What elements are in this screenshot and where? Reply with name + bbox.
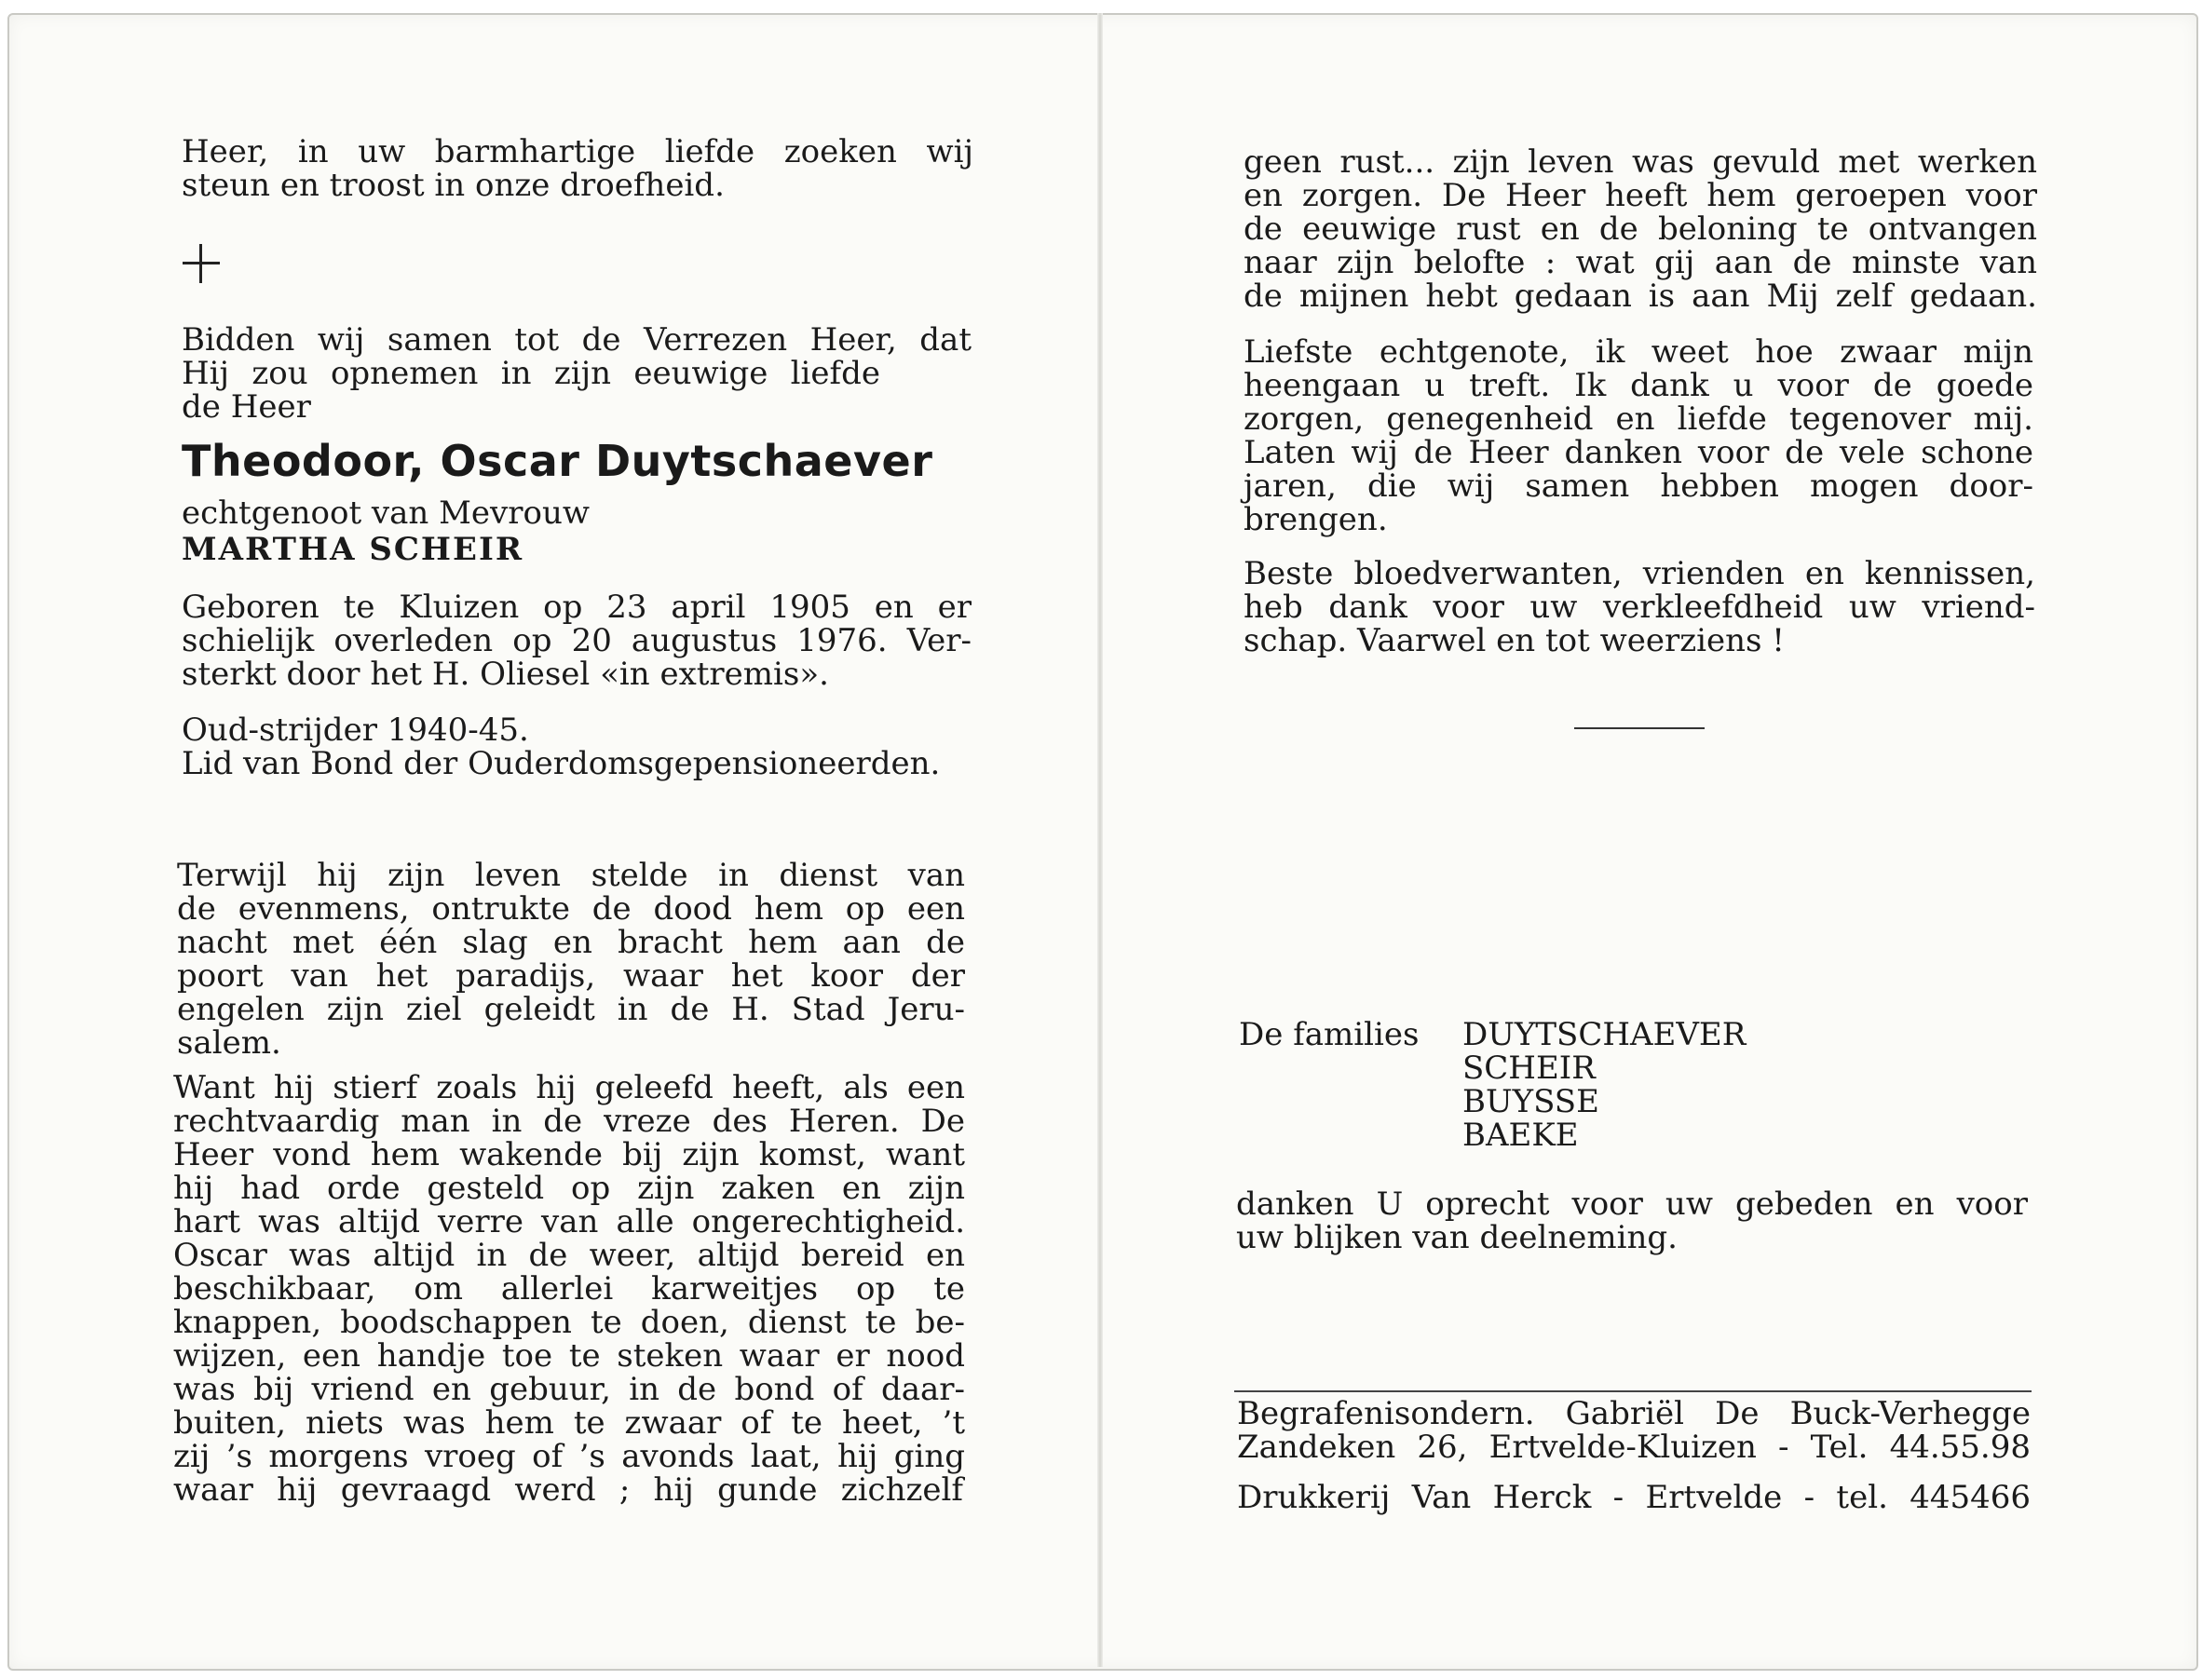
- families-lead: De families: [1239, 1016, 1420, 1053]
- section-divider: [1574, 727, 1705, 729]
- tribute-line: rechtvaardig man in de vreze des Heren. De: [173, 1103, 965, 1140]
- continuation-line: en zorgen. De Heer heeft hem geroepen voor: [1244, 177, 2037, 214]
- tribute-line: hij had orde gesteld op zijn zaken en zijn: [173, 1170, 965, 1207]
- tribute-line: poort van het paradijs, waar het koor der: [177, 957, 965, 995]
- tribute-line: wijzen, een handje toe te steken waar er nood: [173, 1337, 965, 1375]
- tribute-line: zij ’s morgens vroeg of ’s avonds laat, hij ging: [173, 1438, 965, 1475]
- tribute-line: was bij vriend en gebuur, in de bond of daar-: [173, 1371, 965, 1408]
- continuation-line: geen rust... zijn leven was gevuld met werken: [1244, 143, 2037, 181]
- relatives-line: heb dank voor uw verkleefdheid uw vriend-: [1244, 589, 2035, 626]
- wife-line: Laten wij de Heer danken voor de vele schone: [1244, 434, 2033, 471]
- continuation-paragraph: [1244, 145, 2037, 313]
- spouse-intro: echtgenoot van Mevrouw: [182, 495, 590, 532]
- birth-line: Geboren te Kluizen op 23 april 1905 en er: [182, 589, 972, 626]
- family-name: SCHEIR: [1462, 1050, 1596, 1087]
- tribute-paragraph-1: [177, 859, 965, 1060]
- undertaker-block: [1237, 1397, 2031, 1464]
- intro-line: de Heer: [182, 388, 311, 426]
- continuation-line: de mijnen hebt gedaan is aan Mij zelf gedaan.: [1244, 278, 2037, 315]
- tribute-paragraph-2: [173, 1071, 965, 1507]
- tribute-line: Want hij stierf zoals hij geleefd heeft, als een: [173, 1069, 965, 1106]
- tribute-line: salem.: [177, 1024, 281, 1062]
- wife-paragraph: [1244, 335, 2033, 536]
- wife-line: brengen.: [1244, 501, 1388, 538]
- undertaker-line: Begrafenisondern. Gabriël De Buck-Verhegge: [1237, 1395, 2031, 1432]
- relatives-paragraph: [1244, 557, 2035, 657]
- tribute-line: Heer vond hem wakende bij zijn komst, want: [173, 1136, 965, 1173]
- membership-paragraph: [182, 713, 973, 780]
- continuation-line: naar zijn belofte : wat gij aan de minste van: [1244, 244, 2037, 281]
- printer-text: Drukkerij Van Herck - Ertvelde - tel. 445466: [1237, 1479, 2031, 1516]
- printer-line: [1237, 1481, 2031, 1514]
- tribute-line: waar hij gevraagd werd ; hij gunde zichzelf: [173, 1471, 963, 1509]
- family-name: BAEKE: [1462, 1117, 1579, 1154]
- tribute-line: nacht met één slag en bracht hem aan de: [177, 924, 965, 961]
- family-name: BUYSSE: [1462, 1083, 1599, 1120]
- membership-line: Oud-strijder 1940-45.: [182, 711, 529, 749]
- undertaker-line: Zandeken 26, Ertvelde-Kluizen - Tel. 44.55.98: [1237, 1429, 2031, 1466]
- membership-line: Lid van Bond der Ouderdomsgepensioneerden.: [182, 745, 941, 782]
- cross-icon: [183, 244, 220, 283]
- card-fold: [1097, 13, 1103, 1667]
- continuation-line: de eeuwige rust en de beloning te ontvangen: [1244, 210, 2037, 248]
- intro-line: Bidden wij samen tot de Verrezen Heer, dat: [182, 321, 972, 359]
- intro-line: Hij zou opnemen in zijn eeuwige liefde: [182, 355, 880, 392]
- thanks-line: uw blijken van deelneming.: [1236, 1219, 1678, 1256]
- thanks-line: danken U oprecht voor uw gebeden en voor: [1236, 1185, 2028, 1223]
- tribute-line: Oscar was altijd in de weer, altijd bereid en: [173, 1237, 965, 1274]
- tribute-line: buiten, niets was hem te zwaar of te heet, ’t: [173, 1404, 965, 1442]
- family-name: DUYTSCHAEVER: [1462, 1016, 1747, 1053]
- birth-paragraph: [182, 590, 972, 691]
- prayer-line: steun en troost in onze droefheid.: [182, 167, 725, 204]
- wife-line: heengaan u treft. Ik dank u voor de goede: [1244, 367, 2033, 404]
- tribute-line: beschikbaar, om allerlei karweitjes op te: [173, 1270, 965, 1307]
- tribute-line: knappen, boodschappen te doen, dienst te be-: [173, 1304, 965, 1341]
- intro-paragraph: [182, 323, 972, 424]
- family-names: [1462, 1018, 1746, 1152]
- birth-line: schielijk overleden op 20 augustus 1976. Ver-: [182, 622, 972, 659]
- prayer-paragraph: [182, 135, 973, 202]
- spouse-name: MARTHA SCHEIR: [182, 531, 524, 568]
- deceased-name: Theodoor, Oscar Duytschaever: [182, 436, 933, 486]
- prayer-line: Heer, in uw barmhartige liefde zoeken wij: [182, 133, 973, 170]
- birth-line: sterkt door het H. Oliesel «in extremis».: [182, 656, 829, 693]
- wife-line: Liefste echtgenote, ik weet hoe zwaar mijn: [1244, 333, 2033, 371]
- wife-line: zorgen, genegenheid en liefde tegenover mij.: [1244, 400, 2033, 438]
- tribute-line: engelen zijn ziel geleidt in de H. Stad Jeru-: [177, 991, 965, 1028]
- tribute-line: Terwijl hij zijn leven stelde in dienst van: [177, 857, 965, 894]
- wife-line: jaren, die wij samen hebben mogen door-: [1244, 467, 2033, 505]
- tribute-line: hart was altijd verre van alle ongerechtigheid.: [173, 1203, 965, 1240]
- thanks-paragraph: [1236, 1187, 2028, 1254]
- tribute-line: de evenmens, ontrukte de dood hem op een: [177, 890, 965, 928]
- footer-rule: [1234, 1390, 2032, 1392]
- relatives-line: Beste bloedverwanten, vrienden en kennissen,: [1244, 555, 2035, 592]
- relatives-line: schap. Vaarwel en tot weerziens !: [1244, 622, 1785, 659]
